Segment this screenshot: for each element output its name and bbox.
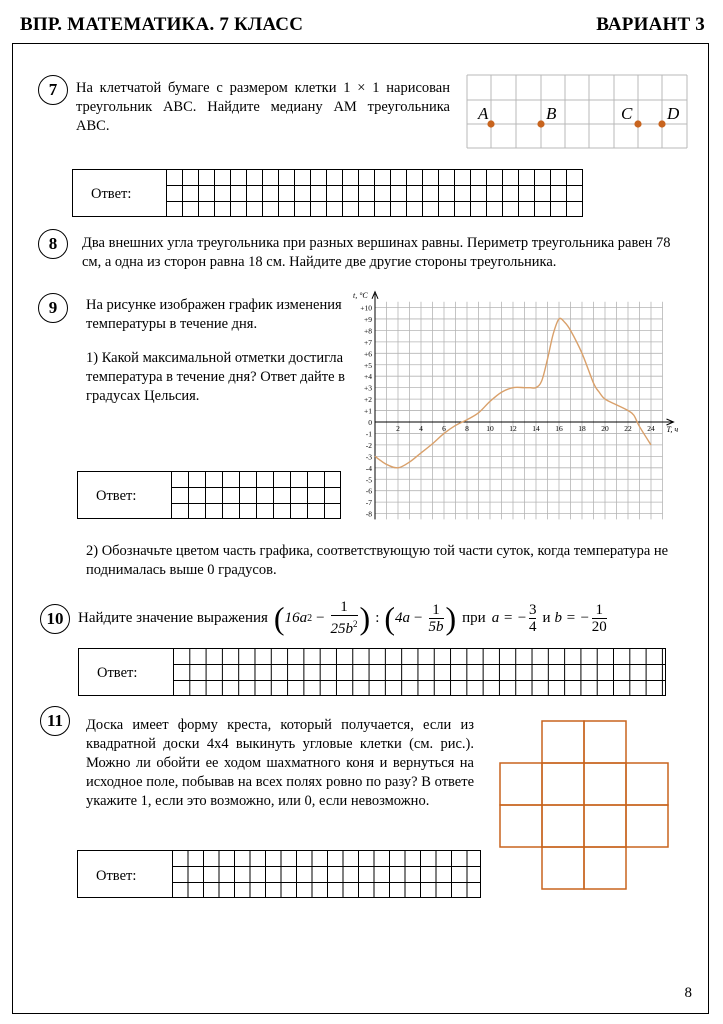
y-tick-label: +10 — [360, 303, 372, 313]
x-tick-label: 4 — [419, 424, 423, 433]
y-tick-label: -1 — [365, 429, 372, 439]
task10-answer-box[interactable] — [78, 648, 666, 696]
page-number: 8 — [684, 985, 692, 1001]
y-tick-label: -6 — [365, 486, 372, 496]
task10-term1: 16a — [284, 609, 308, 626]
y-tick-label: +7 — [364, 337, 372, 347]
point-c — [634, 120, 641, 127]
label-d: D — [667, 104, 680, 123]
header-variant: ВАРИАНТ 3 — [596, 14, 705, 35]
y-tick-label: +8 — [364, 326, 372, 336]
y-tick-label: -2 — [365, 440, 372, 450]
y-tick-label: +6 — [364, 349, 372, 359]
y-tick-label: +5 — [364, 360, 372, 370]
x-tick-label: 20 — [601, 424, 609, 433]
x-tick-label: 8 — [465, 424, 469, 433]
label-b: B — [546, 104, 557, 123]
label-c: C — [621, 104, 633, 123]
board-cell — [542, 805, 584, 847]
task7-answer-label: Ответ: — [91, 186, 132, 202]
task9-answer-box[interactable] — [77, 471, 341, 519]
task8-number: 8 — [38, 229, 68, 259]
y-tick-label: -5 — [365, 475, 372, 485]
task10-term2: 4a — [395, 609, 411, 626]
task7-text: На клетчатой бумаге с размером клетки 1 × 1 нарисован треугольник ABC. Найдите медиану AM треугольника ABC. — [76, 80, 450, 134]
board-cell — [584, 763, 626, 805]
temperature-chart — [350, 290, 680, 530]
point-b — [537, 120, 544, 127]
y-tick-label: +9 — [364, 314, 372, 324]
board-cell — [542, 847, 584, 889]
point-d — [658, 120, 665, 127]
y-tick-label: -7 — [365, 498, 372, 508]
task11-text: Доска имеет форму креста, который получается, если из квадратной доски 4х4 выкинуть угловые клетки (см. рис.). Можно ли обойти ее ходом шахматного коня и вернуться на исходное поле, побывав на всех полях ровно по разу? В ответе укажите 1, если это возможно, или 0, если невозможно. — [86, 717, 474, 809]
board-cell — [584, 805, 626, 847]
task7-answer-box[interactable] — [72, 169, 583, 217]
board-cell — [542, 721, 584, 763]
cross-board-figure — [498, 719, 670, 893]
x-tick-label: 14 — [532, 424, 540, 433]
y-axis-label: t, °C — [353, 290, 368, 300]
y-tick-label: 0 — [368, 418, 372, 427]
label-a: A — [478, 104, 489, 123]
task7-number: 7 — [38, 75, 68, 105]
x-tick-label: 22 — [624, 424, 632, 433]
y-tick-label: +1 — [364, 406, 372, 416]
task9-answer-cells[interactable] — [171, 471, 341, 519]
board-cell — [500, 805, 542, 847]
task7-grid-figure — [466, 72, 688, 150]
y-tick-label: +3 — [364, 383, 372, 393]
task9-number: 9 — [38, 293, 68, 323]
x-tick-label: 10 — [486, 424, 494, 433]
task7-answer-cells[interactable] — [166, 169, 583, 217]
task9-question1: 1) Какой максимальной отметки достигла температура в течение дня? Ответ дайте в градусах Цельсия. — [86, 350, 346, 404]
y-tick-label: +2 — [364, 395, 372, 405]
board-cell — [584, 721, 626, 763]
x-tick-label: 6 — [442, 424, 446, 433]
x-axis-label: T, ч — [666, 425, 679, 434]
y-tick-label: -3 — [365, 452, 372, 462]
task9-question2: 2) Обозначьте цветом часть графика, соответствующую той части суток, когда температура не поднималась выше 0 градусов. — [86, 543, 669, 578]
task11-answer-box[interactable] — [77, 850, 481, 898]
x-tick-label: 24 — [647, 424, 655, 433]
task9-answer-label: Ответ: — [96, 488, 137, 504]
board-cell — [500, 763, 542, 805]
task9-intro: На рисунке изображен график изменения температуры в течение дня. — [86, 297, 342, 332]
board-cell — [584, 847, 626, 889]
y-tick-label: +4 — [364, 372, 372, 382]
x-tick-label: 18 — [578, 424, 586, 433]
header-title: ВПР. МАТЕМАТИКА. 7 КЛАСС — [20, 14, 304, 35]
x-tick-label: 2 — [396, 424, 400, 433]
task10-expression: Найдите значение выражения ( 16a 2 − $\frac{1}{25b^2}$ ) : ( 4a − $\frac{1}{5b}$ ) при a = − $\frac{3}{4}$ и b = − $\frac{1}{20}$ — [78, 599, 607, 637]
point-a — [487, 120, 494, 127]
task11-answer-label: Ответ: — [96, 868, 137, 884]
task10-lead: Найдите значение выражения — [78, 609, 268, 626]
board-cell — [626, 763, 668, 805]
task10-answer-cells[interactable] — [173, 648, 666, 696]
board-cell — [626, 805, 668, 847]
board-cell — [542, 763, 584, 805]
task10-answer-label: Ответ: — [97, 665, 138, 681]
task10-number: 10 — [40, 604, 70, 634]
task11-answer-cells[interactable] — [172, 850, 481, 898]
y-tick-label: -8 — [365, 509, 372, 519]
task8-text: Два внешних угла треугольника при разных вершинах равны. Периметр треугольника равен 78 см, а одна из сторон равна 18 см. Найдите две другие стороны треугольника. — [82, 235, 671, 270]
y-tick-label: -4 — [365, 463, 372, 473]
x-tick-label: 12 — [509, 424, 517, 433]
x-tick-label: 16 — [555, 424, 563, 433]
task11-number: 11 — [40, 706, 70, 736]
task7-grid-lines — [467, 75, 687, 148]
